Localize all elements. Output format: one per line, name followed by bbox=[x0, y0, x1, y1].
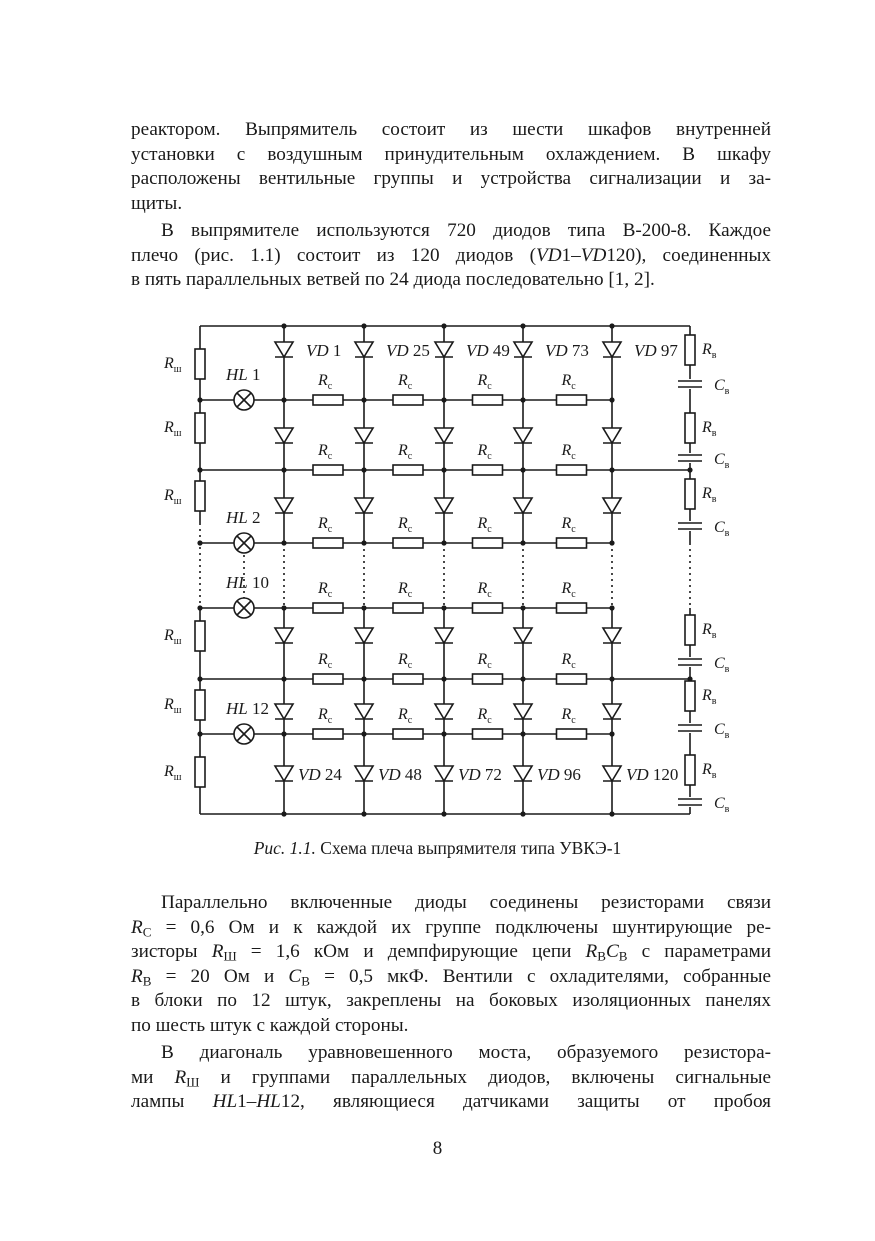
diode-icon bbox=[603, 428, 621, 443]
coupling-resistor bbox=[473, 465, 503, 475]
coupling-resistor bbox=[557, 729, 587, 739]
coupling-resistor-label: $R_с$ bbox=[318, 442, 333, 462]
coupling-resistor bbox=[393, 538, 423, 548]
coupling-resistor-label: $R_с$ bbox=[398, 372, 413, 392]
junction-dot bbox=[520, 811, 525, 816]
shunt-resistor bbox=[195, 413, 205, 443]
damping-resistor bbox=[685, 413, 695, 443]
junction-dot bbox=[361, 323, 366, 328]
coupling-resistor-label: $R_с$ bbox=[398, 580, 413, 600]
diode-label: VD 120 bbox=[626, 765, 679, 784]
junction-dot bbox=[281, 676, 286, 681]
coupling-resistor-label: $R_с$ bbox=[318, 372, 333, 392]
shunt-resistor bbox=[195, 757, 205, 787]
coupling-resistor bbox=[393, 729, 423, 739]
diode-icon bbox=[435, 704, 453, 719]
diode-icon bbox=[603, 628, 621, 643]
diode-icon bbox=[275, 766, 293, 781]
coupling-resistor-label: $R_с$ bbox=[477, 706, 492, 726]
diode-icon bbox=[435, 498, 453, 513]
diode-icon bbox=[435, 342, 453, 357]
diode-icon bbox=[355, 428, 373, 443]
diode-label: VD 97 bbox=[634, 341, 678, 360]
diode-icon bbox=[435, 428, 453, 443]
damping-capacitor-label: $C_в$ bbox=[714, 377, 730, 397]
diode-icon bbox=[355, 766, 373, 781]
shunt-resistor bbox=[195, 690, 205, 720]
lamp-label: HL 2 bbox=[226, 508, 261, 527]
junction-dot bbox=[441, 605, 446, 610]
damping-capacitor-label: $C_в$ bbox=[714, 519, 730, 539]
figure-caption-text: Схема плеча выпрямителя типа УВКЭ-1 bbox=[320, 838, 622, 858]
coupling-resistor-label: $R_с$ bbox=[398, 706, 413, 726]
damping-resistor-label: $R_в$ bbox=[702, 621, 717, 641]
junction-dot bbox=[361, 467, 366, 472]
damping-capacitor-label: $C_в$ bbox=[714, 451, 730, 471]
junction-dot bbox=[281, 467, 286, 472]
text-line: зисторы $R_Ш = 1,6$ кОм и демпфирующие цепи $R_ВC_В$ с параметрами bbox=[131, 941, 771, 964]
junction-dot bbox=[520, 676, 525, 681]
diode-label: VD 25 bbox=[386, 341, 430, 360]
paragraph-3 bbox=[131, 891, 771, 1039]
diode-icon bbox=[275, 704, 293, 719]
coupling-resistor bbox=[557, 465, 587, 475]
lamp-label: HL 1 bbox=[226, 365, 261, 384]
junction-dot bbox=[520, 323, 525, 328]
junction-dot bbox=[197, 605, 202, 610]
coupling-resistor bbox=[393, 465, 423, 475]
text-line: Параллельно включенные диоды соединены резисторами связи bbox=[161, 892, 771, 913]
damping-resistor-label: $R_в$ bbox=[702, 485, 717, 505]
text-line: установки с воздушным принудительным охлаждением. В шкафу bbox=[131, 143, 771, 165]
text-line: в блоки по 12 штук, закреплены на боковых изоляционных панелях bbox=[131, 990, 771, 1012]
junction-dot bbox=[441, 467, 446, 472]
coupling-resistor bbox=[313, 674, 343, 684]
junction-dot bbox=[441, 323, 446, 328]
text-line: по шесть штук с каждой стороны. bbox=[131, 1014, 409, 1036]
diode-label: VD 72 bbox=[458, 765, 502, 784]
junction-dot bbox=[361, 676, 366, 681]
text-line: плечо (рис. 1.1) состоит из 120 диодов (VD1–VD120), соединенных bbox=[131, 244, 771, 266]
diode-icon bbox=[603, 498, 621, 513]
damping-resistor bbox=[685, 755, 695, 785]
coupling-resistor-label: $R_с$ bbox=[398, 442, 413, 462]
diode-icon bbox=[514, 428, 532, 443]
text-line: реактором. Выпрямитель состоит из шести шкафов внутренней bbox=[131, 119, 771, 140]
junction-dot bbox=[441, 397, 446, 402]
junction-dot bbox=[609, 397, 614, 402]
coupling-resistor-label: $R_с$ bbox=[561, 706, 576, 726]
junction-dot bbox=[281, 811, 286, 816]
damping-resistor-label: $R_в$ bbox=[702, 687, 717, 707]
junction-dot bbox=[361, 397, 366, 402]
coupling-resistor bbox=[557, 603, 587, 613]
coupling-resistor-label: $R_с$ bbox=[318, 515, 333, 535]
junction-dot bbox=[609, 605, 614, 610]
junction-dot bbox=[361, 811, 366, 816]
junction-dot bbox=[520, 467, 525, 472]
damping-resistor bbox=[685, 615, 695, 645]
figure-label: Рис. 1.1. bbox=[253, 838, 316, 858]
diode-icon bbox=[603, 766, 621, 781]
diode-icon bbox=[355, 628, 373, 643]
diode-icon bbox=[603, 704, 621, 719]
coupling-resistor-label: $R_с$ bbox=[477, 580, 492, 600]
diode-icon bbox=[355, 342, 373, 357]
coupling-resistor bbox=[393, 674, 423, 684]
coupling-resistor-label: $R_с$ bbox=[318, 651, 333, 671]
junction-dot bbox=[361, 605, 366, 610]
damping-resistor bbox=[685, 335, 695, 365]
coupling-resistor-label: $R_с$ bbox=[477, 372, 492, 392]
coupling-resistor-label: $R_с$ bbox=[561, 580, 576, 600]
diode-label: VD 96 bbox=[537, 765, 581, 784]
text-line: щиты. bbox=[131, 192, 183, 214]
coupling-resistor bbox=[393, 395, 423, 405]
junction-dot bbox=[441, 731, 446, 736]
junction-dot bbox=[281, 540, 286, 545]
shunt-resistor-label: $R_ш$ bbox=[164, 627, 182, 647]
junction-dot bbox=[197, 467, 202, 472]
diode-icon bbox=[514, 704, 532, 719]
junction-dot bbox=[197, 676, 202, 681]
coupling-resistor bbox=[313, 395, 343, 405]
coupling-resistor bbox=[313, 538, 343, 548]
text-line: в пять параллельных ветвей по 24 диода последовательно [1, 2]. bbox=[131, 269, 655, 291]
shunt-resistor bbox=[195, 481, 205, 511]
diode-icon bbox=[275, 628, 293, 643]
diode-icon bbox=[514, 498, 532, 513]
junction-dot bbox=[441, 540, 446, 545]
coupling-resistor bbox=[473, 729, 503, 739]
text-line: В выпрямителе используются 720 диодов типа В-200-8. Каждое bbox=[161, 220, 771, 241]
junction-dot bbox=[441, 811, 446, 816]
coupling-resistor-label: $R_с$ bbox=[477, 651, 492, 671]
shunt-resistor-label: $R_ш$ bbox=[164, 355, 182, 375]
coupling-resistor-label: $R_с$ bbox=[561, 651, 576, 671]
rectifier-arm-circuit-diagram bbox=[150, 318, 750, 828]
diode-icon bbox=[275, 428, 293, 443]
diode-icon bbox=[514, 342, 532, 357]
diode-label: VD 49 bbox=[466, 341, 510, 360]
junction-dot bbox=[197, 397, 202, 402]
diode-icon bbox=[275, 498, 293, 513]
diode-icon bbox=[514, 766, 532, 781]
lamp-label: HL 12 bbox=[226, 699, 269, 718]
diode-icon bbox=[435, 766, 453, 781]
coupling-resistor bbox=[473, 603, 503, 613]
coupling-resistor bbox=[557, 395, 587, 405]
junction-dot bbox=[609, 540, 614, 545]
coupling-resistor-label: $R_с$ bbox=[477, 442, 492, 462]
diode-icon bbox=[514, 628, 532, 643]
shunt-resistor bbox=[195, 621, 205, 651]
shunt-resistor-label: $R_ш$ bbox=[164, 487, 182, 507]
junction-dot bbox=[281, 731, 286, 736]
coupling-resistor bbox=[473, 674, 503, 684]
coupling-resistor-label: $R_с$ bbox=[561, 442, 576, 462]
damping-resistor bbox=[685, 479, 695, 509]
text-line: расположены вентильные группы и устройства сигнализации и за- bbox=[131, 168, 771, 190]
shunt-resistor-label: $R_ш$ bbox=[164, 763, 182, 783]
text-line: ми $R_Ш$ и группами параллельных диодов, включены сигнальные bbox=[131, 1066, 771, 1090]
diode-label: VD 24 bbox=[298, 765, 342, 784]
coupling-resistor bbox=[557, 674, 587, 684]
coupling-resistor bbox=[557, 538, 587, 548]
coupling-resistor bbox=[313, 603, 343, 613]
diode-label: VD 1 bbox=[306, 341, 342, 360]
junction-dot bbox=[520, 540, 525, 545]
shunt-resistor-label: $R_ш$ bbox=[164, 419, 182, 439]
diode-icon bbox=[355, 498, 373, 513]
diode-label: VD 73 bbox=[545, 341, 589, 360]
damping-resistor-label: $R_в$ bbox=[702, 419, 717, 439]
junction-dot bbox=[520, 605, 525, 610]
junction-dot bbox=[197, 540, 202, 545]
text-line: лампы HL1–HL12, являющиеся датчиками защиты от пробоя bbox=[131, 1091, 771, 1113]
junction-dot bbox=[520, 731, 525, 736]
junction-dot bbox=[609, 323, 614, 328]
paragraph-4 bbox=[131, 1041, 771, 1115]
junction-dot bbox=[520, 397, 525, 402]
diode-icon bbox=[435, 628, 453, 643]
diode-icon bbox=[603, 342, 621, 357]
damping-capacitor-label: $C_в$ bbox=[714, 721, 730, 741]
damping-capacitor-label: $C_в$ bbox=[714, 655, 730, 675]
coupling-resistor-label: $R_с$ bbox=[561, 372, 576, 392]
junction-dot bbox=[441, 676, 446, 681]
junction-dot bbox=[361, 540, 366, 545]
coupling-resistor-label: $R_с$ bbox=[398, 515, 413, 535]
junction-dot bbox=[609, 467, 614, 472]
coupling-resistor-label: $R_с$ bbox=[398, 651, 413, 671]
diode-label: VD 48 bbox=[378, 765, 422, 784]
shunt-resistor-label: $R_ш$ bbox=[164, 696, 182, 716]
junction-dot bbox=[687, 467, 692, 472]
coupling-resistor bbox=[313, 729, 343, 739]
text-line: $R_С = 0,6$ Ом и к каждой их группе подключены шунтирующие ре- bbox=[131, 916, 771, 940]
page-number: 8 bbox=[432, 1138, 443, 1159]
junction-dot bbox=[361, 731, 366, 736]
coupling-resistor bbox=[393, 603, 423, 613]
junction-dot bbox=[281, 397, 286, 402]
diode-icon bbox=[275, 342, 293, 357]
diode-icon bbox=[355, 704, 373, 719]
junction-dot bbox=[609, 811, 614, 816]
coupling-resistor-label: $R_с$ bbox=[318, 580, 333, 600]
coupling-resistor bbox=[313, 465, 343, 475]
damping-capacitor-label: $C_в$ bbox=[714, 795, 730, 815]
damping-resistor-label: $R_в$ bbox=[702, 761, 717, 781]
coupling-resistor bbox=[473, 538, 503, 548]
junction-dot bbox=[197, 731, 202, 736]
paragraph-1 bbox=[131, 118, 771, 216]
junction-dot bbox=[609, 731, 614, 736]
coupling-resistor bbox=[473, 395, 503, 405]
lamp-label: HL 10 bbox=[226, 573, 269, 592]
junction-dot bbox=[281, 323, 286, 328]
junction-dot bbox=[609, 676, 614, 681]
coupling-resistor-label: $R_с$ bbox=[477, 515, 492, 535]
coupling-resistor-label: $R_с$ bbox=[318, 706, 333, 726]
text-line: $R_В = 20$ Ом и $C_В = 0,5$ мкФ. Вентили с охладителями, собранные bbox=[131, 965, 772, 989]
paragraph-2 bbox=[131, 219, 771, 293]
shunt-resistor bbox=[195, 349, 205, 379]
figure-caption bbox=[0, 838, 875, 859]
text-line: В диагональ уравновешенного моста, образуемого резистора- bbox=[161, 1042, 771, 1063]
damping-resistor bbox=[685, 681, 695, 711]
damping-resistor-label: $R_в$ bbox=[702, 341, 717, 361]
junction-dot bbox=[281, 605, 286, 610]
coupling-resistor-label: $R_с$ bbox=[561, 515, 576, 535]
